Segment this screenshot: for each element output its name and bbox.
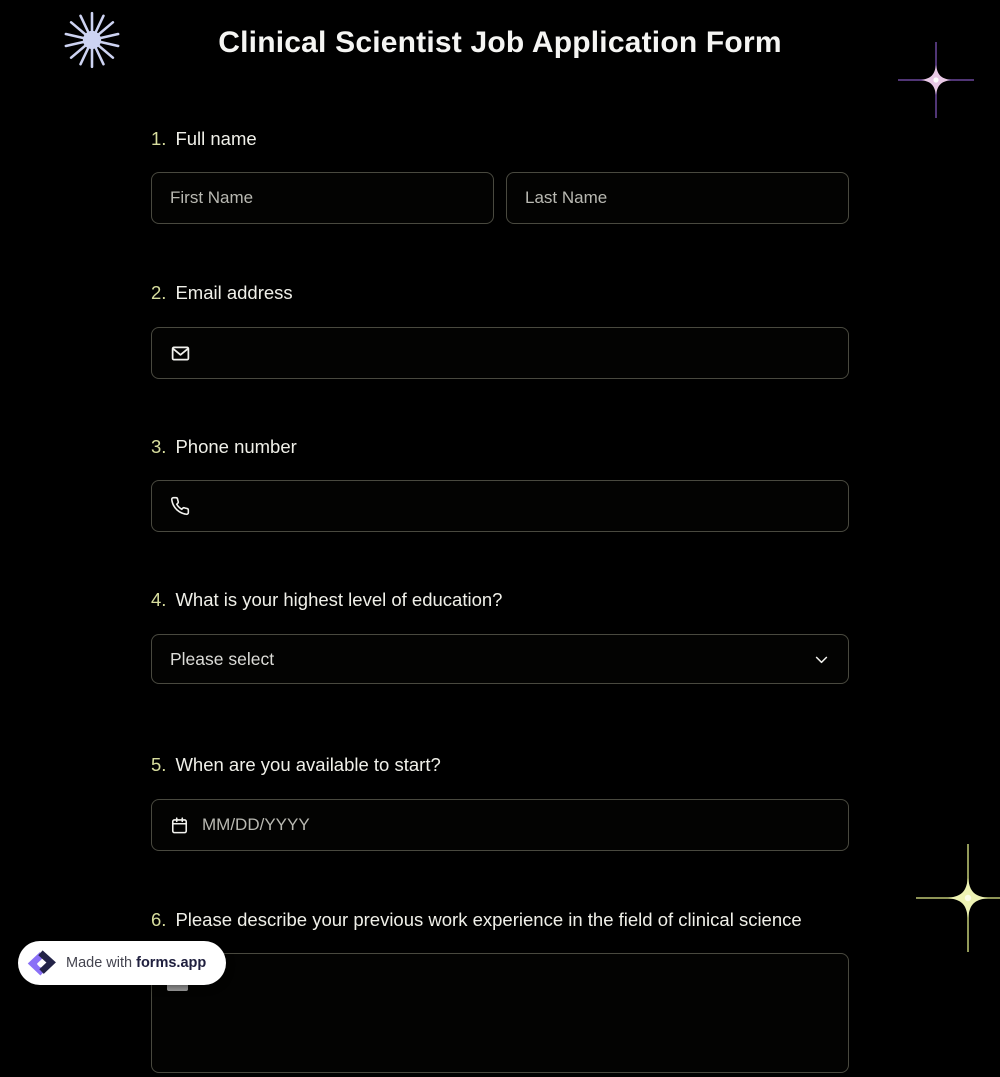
- brand-name: forms.app: [136, 955, 207, 971]
- made-with-forms-app-badge[interactable]: [18, 941, 226, 985]
- envelope-icon: [170, 343, 191, 364]
- question-text: When are you available to start?: [175, 754, 441, 775]
- phone-input[interactable]: [203, 481, 830, 531]
- sparkle-icon-top: [892, 36, 980, 124]
- question-number: 1.: [151, 128, 167, 149]
- question-number: 5.: [151, 754, 167, 775]
- email-field[interactable]: [151, 327, 849, 379]
- badge-text: [66, 955, 206, 971]
- email-input[interactable]: [204, 328, 830, 378]
- question-label-full-name: [151, 127, 849, 151]
- sparkle-icon-bottom: [910, 840, 1000, 956]
- page-title: Clinical Scientist Job Application Form: [218, 26, 782, 59]
- date-input[interactable]: [202, 800, 830, 850]
- select-placeholder: Please select: [170, 648, 275, 669]
- question-label-experience: [151, 908, 849, 932]
- education-select[interactable]: [151, 634, 849, 684]
- question-text: Phone number: [175, 436, 297, 457]
- question-number: 4.: [151, 589, 167, 610]
- question-text: What is your highest level of education?: [175, 589, 503, 610]
- question-number: 6.: [151, 909, 167, 930]
- question-number: 2.: [151, 282, 167, 303]
- first-name-field[interactable]: [151, 172, 494, 224]
- made-with-label: Made with: [66, 955, 133, 971]
- last-name-input[interactable]: [525, 173, 830, 223]
- last-name-field[interactable]: [506, 172, 849, 224]
- phone-field[interactable]: [151, 480, 849, 532]
- question-number: 3.: [151, 436, 167, 457]
- experience-textarea-field[interactable]: [151, 953, 849, 1073]
- date-field[interactable]: [151, 799, 849, 851]
- first-name-input[interactable]: [170, 173, 475, 223]
- chevron-down-icon: [813, 651, 830, 668]
- question-text: Full name: [175, 128, 257, 149]
- phone-icon: [170, 496, 190, 516]
- question-label-email: [151, 281, 849, 305]
- question-text: Please describe your previous work experience in the field of clinical science: [175, 909, 802, 930]
- question-label-phone: [151, 435, 849, 459]
- calendar-icon: [170, 816, 189, 835]
- experience-textarea[interactable]: [152, 954, 848, 1072]
- question-label-education: [151, 588, 849, 612]
- forms-app-logo-icon: [26, 948, 56, 978]
- question-label-start-date: [151, 753, 849, 777]
- question-text: Email address: [175, 282, 293, 303]
